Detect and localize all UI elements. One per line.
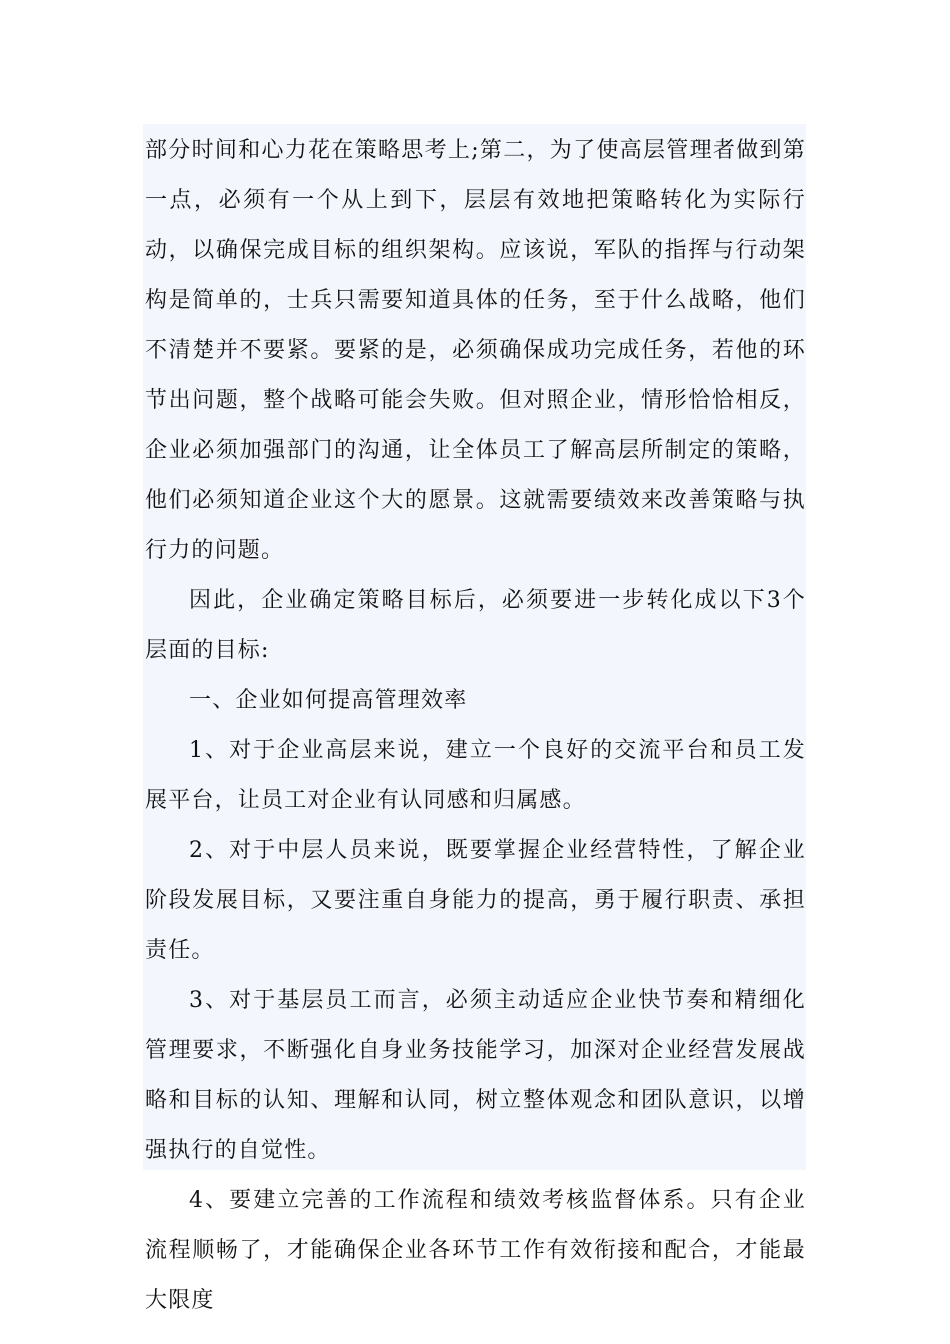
list-item-frontline-staff: 3、对于基层员工而言，必须主动适应企业快节奏和精细化管理要求，不断强化自身业务技能学习，加深对企业经营发展战略和目标的认知、理解和认同，树立整体观念和团队意识，以增强执行的自觉性。 (145, 988, 806, 1163)
section-heading-management-efficiency: 一、企业如何提高管理效率 (189, 688, 468, 713)
paragraph-three-levels-intro: 因此，企业确定策略目标后，必须要进一步转化成以下3个层面的目标: (145, 588, 806, 663)
text-block (143, 124, 806, 1313)
paragraph-strategy-continuation: 部分时间和心力花在策略思考上;第二，为了使高层管理者做到第一点，必须有一个从上到下，层层有效地把策略转化为实际行动，以确保完成目标的组织架构。应该说，军队的指挥与行动架构是简单的，士兵只需要知道具体的任务，至于什么战略，他们不清楚并不要紧。要紧的是，必须确保成功完成任务，若他的环节出问题，整个战略可能会失败。但对照企业，情形恰恰相反，企业必须加强部门的沟通，让全体员工了解高层所制定的策略，他们必须知道企业这个大的愿景。这就需要绩效来改善策略与执行力的问题。 (145, 138, 806, 563)
list-item-middle-management: 2、对于中层人员来说，既要掌握企业经营特性，了解企业阶段发展目标，又要注重自身能力的提高，勇于履行职责、承担责任。 (145, 838, 806, 963)
list-item-workflow-system: 4、要建立完善的工作流程和绩效考核监督体系。只有企业流程顺畅了，才能确保企业各环节工作有效衔接和配合，才能最大限度 (145, 1188, 806, 1313)
list-item-senior-management: 1、对于企业高层来说，建立一个良好的交流平台和员工发展平台，让员工对企业有认同感和归属感。 (145, 738, 806, 813)
